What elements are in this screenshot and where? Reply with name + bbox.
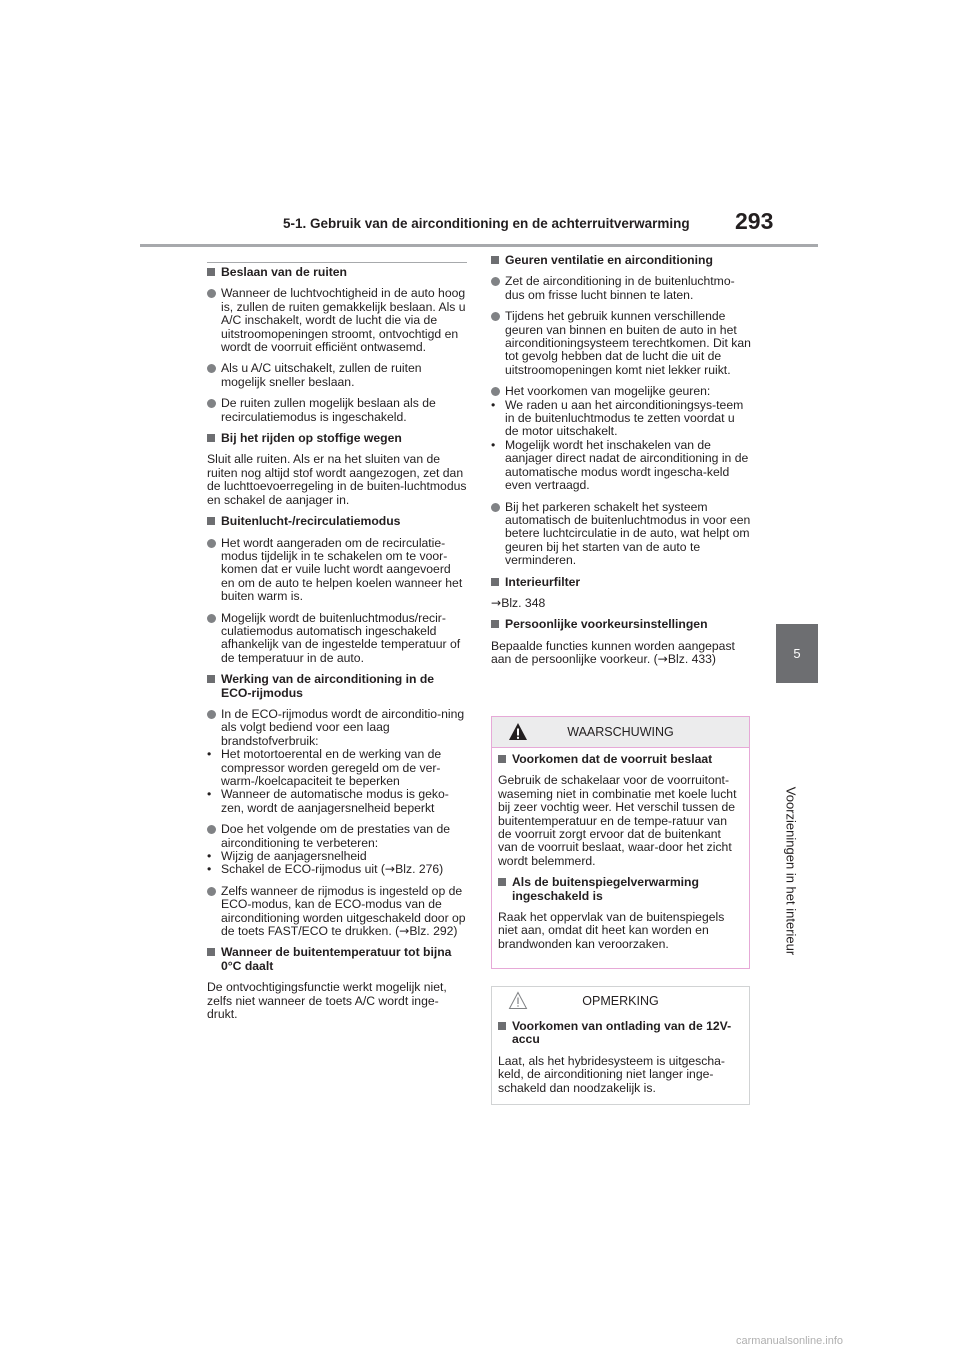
section-title: Geuren ventilatie en airconditioning	[491, 254, 751, 267]
section-title: Wanneer de buitentemperatuur tot bijna 0°C daalt	[207, 946, 467, 973]
bullet-item: In de ECO-rijmodus wordt de airconditio-ning als volgt bediend voor een laag brandstofverbruik: • Het motortoerental en de werking van de compressor worden geregeld om de ver-warm-/koelcapaciteit te beperken • Wanneer de automatische modus is geko-zen, wordt de aanjagersnelheid beperkt	[207, 708, 467, 815]
section-title: Voorkomen van ontlading van de 12V-accu	[498, 1020, 743, 1047]
round-bullet-icon	[491, 312, 500, 321]
round-bullet-icon	[207, 710, 216, 719]
square-bullet-icon	[491, 256, 499, 264]
bullet-item: Als u A/C uitschakelt, zullen de ruiten mogelijk sneller beslaan.	[207, 362, 467, 389]
caution-triangle-icon	[508, 991, 528, 1011]
paragraph: De ontvochtigingsfunctie werkt mogelijk niet, zelfs niet wanneer de toets A/C wordt inge-drukt.	[207, 980, 447, 1022]
bullet-item: Zelfs wanneer de rijmodus is ingesteld op de ECO-modus, kan de ECO-modus van de airconditioning worden uitgeschakeld door op de toets FAST/ECO te drukken. (→Blz. 292)	[207, 885, 467, 939]
page-reference-link[interactable]: Blz. 433)	[667, 652, 716, 667]
section-title: Buitenlucht-/recirculatiemodus	[207, 515, 467, 528]
left-column	[207, 266, 467, 1030]
round-bullet-icon	[207, 364, 216, 373]
round-bullet-icon	[491, 387, 500, 396]
section-title: Werking van de airconditioning in de ECO-rijmodus	[207, 673, 467, 700]
square-bullet-icon	[207, 517, 215, 525]
round-bullet-icon	[207, 399, 216, 408]
square-bullet-icon	[498, 755, 506, 763]
sub-item: • Het motortoerental en de werking van de compressor worden geregeld om de ver-warm-/koelcapaciteit te beperken	[207, 747, 442, 788]
note-body	[492, 1015, 749, 1095]
paragraph: Bepaalde functies kunnen worden aangepast aan de persoonlijke voorkeur. (→Blz. 433)	[491, 638, 735, 667]
chapter-side-label: Voorzieningen in het interieur	[783, 786, 799, 956]
section-title: Beslaan van de ruiten	[207, 266, 467, 279]
square-bullet-icon	[207, 675, 215, 683]
bullet-item: Bij het parkeren schakelt het systeem automatisch de buitenluchtmodus in voor een betere luchtcirculatie in de auto, wat helpt om geuren bij het starten van de auto te verminderen.	[491, 501, 751, 568]
bullet-item: Het voorkomen van mogelijke geuren: • We raden u aan het airconditioningsys-teem in de buitenluchtmodus te zetten voordat u de motor uitschakelt. • Mogelijk wordt het inschakelen van de aanjager direct nadat de airconditioning in de automatische modus wordt ingescha-keld even vertraagd.	[491, 385, 751, 492]
warning-header	[492, 717, 749, 748]
section-title: Voorkomen dat de voorruit beslaat	[498, 753, 743, 766]
paragraph: Gebruik de schakelaar voor de voorruitont-waseming niet in combinatie met koele lucht bij zeer vochtig weer. Het verschil tussen de buitentemperatuur en de tempe-ratuur van de voorruit zorgt ervoor dat de buitenkant van de voorruit beslaat, waar-door het zicht wordt belemmerd.	[498, 773, 737, 868]
section-title: Persoonlijke voorkeursinstellingen	[491, 618, 751, 631]
bullet-item: Mogelijk wordt de buitenluchtmodus/recir-culatiemodus automatisch ingeschakeld afhankelijk van de ingestelde temperatuur of de temperatuur in de auto.	[207, 612, 467, 666]
warning-box	[491, 716, 750, 969]
round-bullet-icon	[207, 289, 216, 298]
paragraph: Laat, als het hybridesysteem is uitgescha-keld, de airconditioning niet langer inge-schakeld dan noodzakelijk is.	[498, 1053, 725, 1095]
bullet-item: Doe het volgende om de prestaties van de airconditioning te verbeteren: • Wijzig de aanjagersnelheid • Schakel de ECO-rijmodus uit (→Blz. 276)	[207, 823, 467, 877]
arrow-icon: →	[399, 924, 410, 939]
chapter-tab[interactable]: 5	[776, 624, 818, 683]
paragraph: Sluit alle ruiten. Als er na het sluiten van de ruiten nog altijd stof wordt aangezogen, zet dan de luchttoevoerregeling in de buiten-luchtmodus en schakel de aanjager in.	[207, 452, 467, 507]
round-bullet-icon	[207, 887, 216, 896]
round-bullet-icon	[491, 277, 500, 286]
square-bullet-icon	[491, 578, 499, 586]
arrow-icon: →	[384, 862, 396, 877]
square-bullet-icon	[498, 878, 506, 886]
square-bullet-icon	[207, 948, 215, 956]
square-bullet-icon	[498, 1022, 506, 1030]
section-title: Bij het rijden op stoffige wegen	[207, 432, 467, 445]
sub-item: • We raden u aan het airconditioningsys-teem in de buitenluchtmodus te zetten voordat u de motor uitschakelt.	[491, 397, 744, 439]
bullet-item: De ruiten zullen mogelijk beslaan als de recirculatiemodus is ingeschakeld.	[207, 397, 467, 424]
sub-item: • Wanneer de automatische modus is geko-zen, wordt de aanjagersnelheid beperkt	[207, 787, 449, 815]
sub-item: • Wijzig de aanjagersnelheid	[207, 849, 367, 864]
round-bullet-icon	[207, 825, 216, 834]
warning-triangle-icon	[508, 722, 528, 742]
note-header	[492, 987, 749, 1015]
section-title: Als de buitenspiegelverwarming ingeschakeld is	[498, 876, 743, 903]
round-bullet-icon	[207, 614, 216, 623]
square-bullet-icon	[207, 434, 215, 442]
square-bullet-icon	[491, 620, 499, 628]
square-bullet-icon	[207, 268, 215, 276]
section-title: Interieurfilter	[491, 576, 751, 589]
page-number: 293	[735, 208, 774, 234]
bullet-item: Wanneer de luchtvochtigheid in de auto hoog is, zullen de ruiten gemakkelijk beslaan. Als u A/C inschakelt, wordt de lucht die via de uitstroomopeningen stroomt, ontvochtigd en wordt de voorruit efficiënt ontwasemd.	[207, 287, 467, 354]
warning-label: WAARSCHUWING	[567, 725, 674, 739]
sub-item: • Mogelijk wordt het inschakelen van de aanjager direct nadat de airconditioning in de automatische modus wordt ingescha-keld even vertraagd.	[491, 437, 749, 493]
arrow-icon: →	[657, 652, 668, 667]
arrow-icon: →	[491, 595, 502, 610]
note-box	[491, 986, 750, 1105]
page-reference-link[interactable]: Blz. 348	[501, 595, 546, 610]
bullet-item: Zet de airconditioning in de buitenluchtmo-dus om frisse lucht binnen te laten.	[491, 275, 751, 302]
right-column	[491, 254, 751, 675]
paragraph: Raak het oppervlak van de buitenspiegels niet aan, omdat dit heet kan worden en brandwonden kan veroorzaken.	[498, 910, 725, 951]
bullet-item: Het wordt aangeraden om de recirculatie-modus tijdelijk in te schakelen om te voor-komen dat er vuile lucht wordt aangevoerd en om de auto te helpen koelen wanneer het buiten warm is.	[207, 537, 467, 604]
round-bullet-icon	[491, 503, 500, 512]
page-reference-link[interactable]: Blz. 292)	[409, 924, 458, 939]
watermark: carmanualsonline.info	[736, 1335, 844, 1347]
bullet-item: Tijdens het gebruik kunnen verschillende geuren van binnen en buiten de auto in het airconditioningsysteem terechtkomen. Dit kan tot gevolg hebben dat de lucht die uit de uitstroomopeningen komt niet lekker ruikt.	[491, 310, 751, 377]
paragraph	[491, 597, 751, 610]
column-rule	[207, 262, 467, 263]
header-rule	[140, 244, 818, 247]
page-reference-link[interactable]: Blz. 276)	[395, 862, 444, 877]
round-bullet-icon	[207, 539, 216, 548]
sub-item: • Schakel de ECO-rijmodus uit (→Blz. 276)	[207, 862, 444, 877]
note-label: OPMERKING	[582, 994, 659, 1008]
chapter-header: 5-1. Gebruik van de airconditioning en de achterruitverwarming	[283, 216, 690, 231]
warning-body	[492, 748, 749, 951]
